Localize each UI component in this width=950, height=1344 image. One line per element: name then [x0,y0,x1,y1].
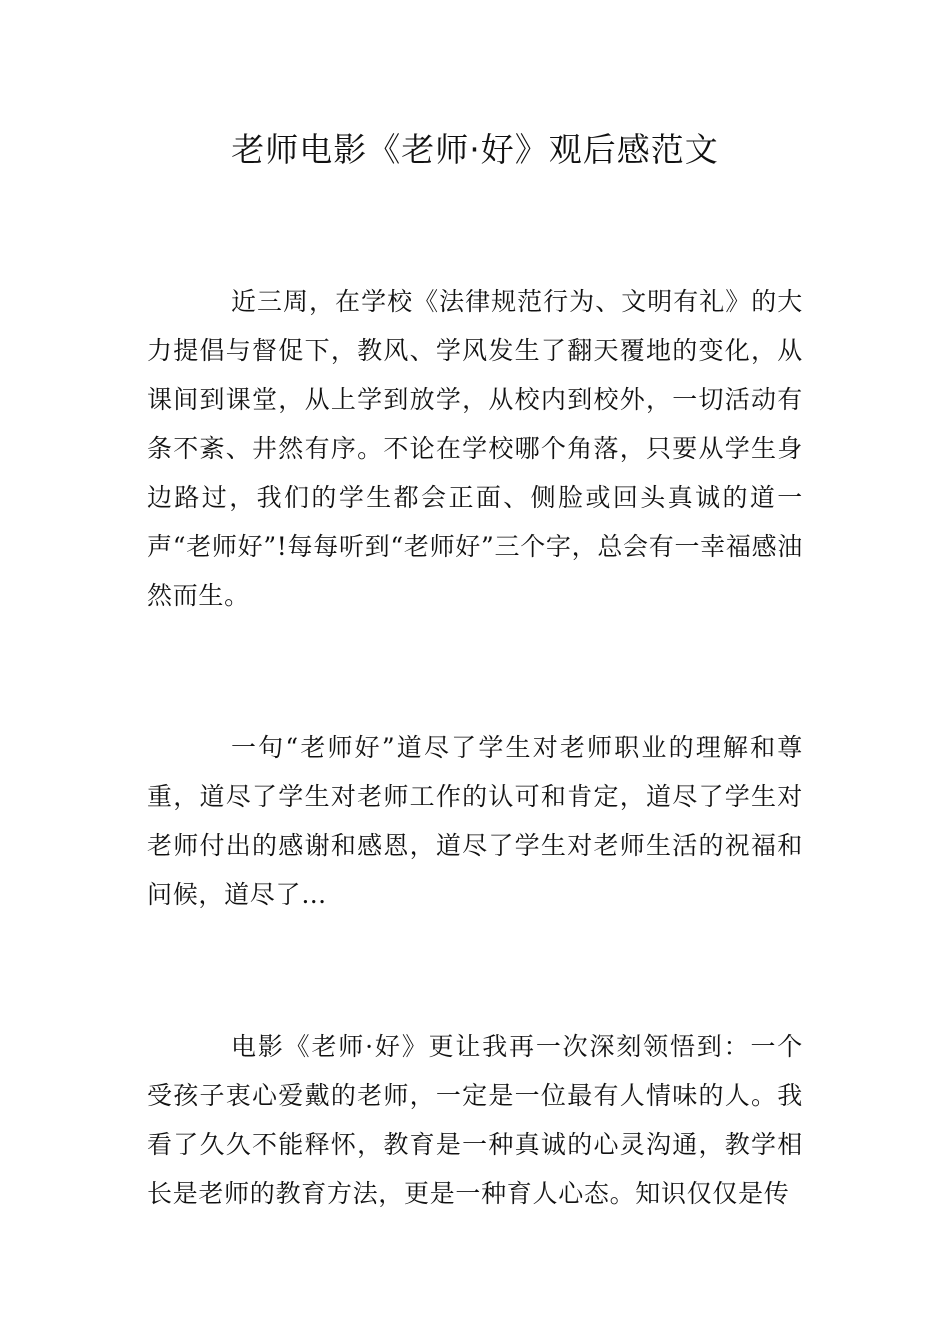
paragraph-2: 一句“老师好”道尽了学生对老师职业的理解和尊重，道尽了学生对老师工作的认可和肯定，道尽了学生对老师付出的感谢和感恩，道尽了学生对老师生活的祝福和问候，道尽了… [147,733,803,909]
paragraph-3: 电影《老师·好》更让我再一次深刻领悟到：一个受孩子衷心爱戴的老师，一定是一位最有人情味的人。我看了久久不能释怀，教育是一种真诚的心灵沟通，教学相长是老师的教育方法，更是一种育人心态。知识仅仅是传 [147,1032,803,1208]
document-title: 老师电影《老师·好》观后感范文 [231,130,719,169]
paragraph-1: 近三周，在学校《法律规范行为、文明有礼》的大力提倡与督促下，教风、学风发生了翻天覆地的变化，从课间到课堂，从上学到放学，从校内到校外，一切活动有条不紊、井然有序。不论在学校哪个角落，只要从学生身边路过，我们的学生都会正面、侧脸或回头真诚的道一声“老师好”!每每听到“老师好”三个字，总会有一幸福感油然而生。 [147,287,803,610]
